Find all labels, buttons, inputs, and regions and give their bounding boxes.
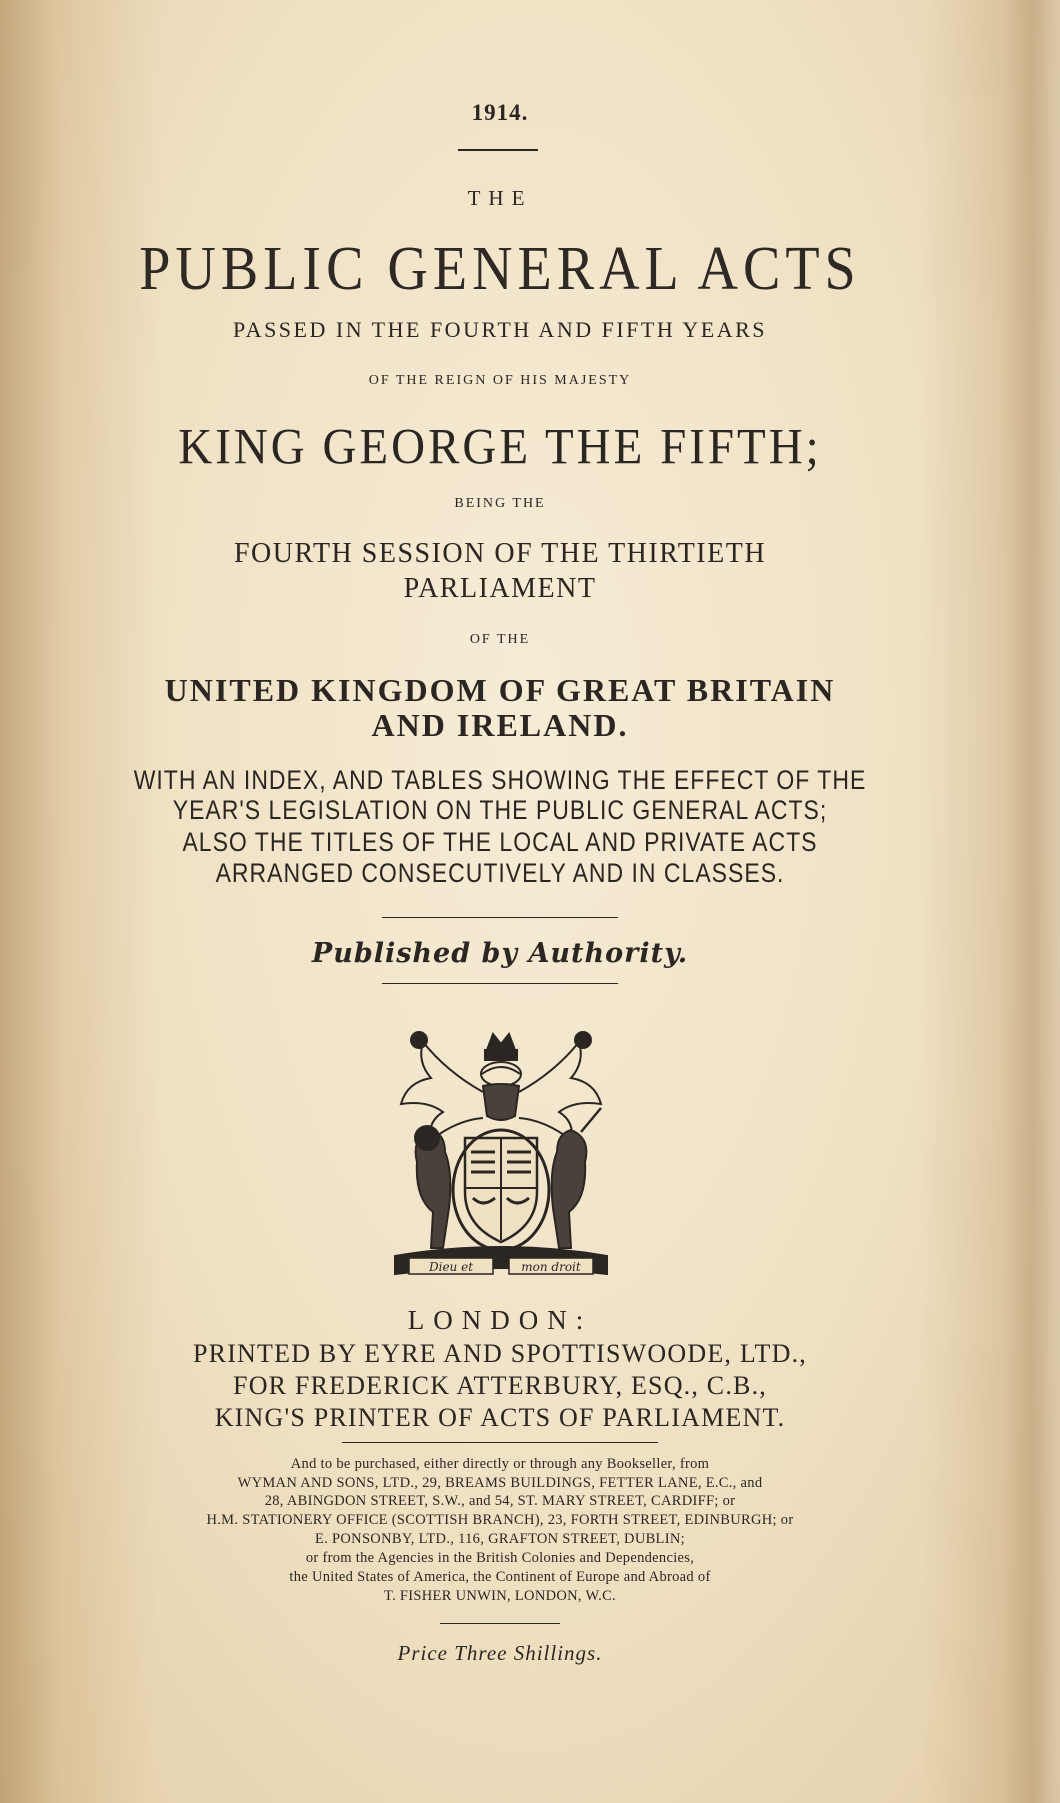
kingdom-line: AND IRELAND.	[371, 707, 629, 743]
divider	[382, 983, 618, 984]
passed-line: PASSED IN THE FOURTH AND FIFTH YEARS	[232, 317, 768, 342]
index-line: WITH AN INDEX, AND TABLES SHOWING THE EFFECT OF THE	[133, 764, 867, 795]
being-line: BEING THE	[454, 496, 546, 511]
page-title: PUBLIC GENERAL ACTS	[139, 234, 861, 304]
index-line: YEAR'S LEGISLATION ON THE PUBLIC GENERAL ACTS;	[172, 794, 828, 825]
index-line: ALSO THE TITLES OF THE LOCAL AND PRIVATE ACTS	[182, 826, 818, 857]
printer-line: KING'S PRINTER OF ACTS OF PARLIAMENT.	[214, 1403, 786, 1432]
motto-left: Dieu et	[428, 1260, 474, 1274]
divider	[342, 1442, 658, 1443]
published-by-authority: Published by Authority.	[311, 938, 689, 969]
reign-line: OF THE REIGN OF HIS MAJESTY	[368, 373, 632, 388]
purchase-line: the United States of America, the Continent of Europe and Abroad of	[289, 1569, 711, 1585]
printer-line: FOR FREDERICK ATTERBURY, ESQ., C.B.,	[233, 1371, 767, 1400]
kingdom-line: UNITED KINGDOM OF GREAT BRITAIN	[164, 672, 836, 708]
year: 1914.	[471, 100, 529, 125]
index-line: ARRANGED CONSECUTIVELY AND IN CLASSES.	[215, 857, 785, 888]
purchase-line: WYMAN AND SONS, LTD., 29, BREAMS BUILDINGS, FETTER LANE, E.C., and	[237, 1475, 763, 1491]
king-title: KING GEORGE THE FIFTH;	[178, 419, 822, 476]
session-line: PARLIAMENT	[403, 573, 597, 604]
purchase-line: E. PONSONBY, LTD., 116, GRAFTON STREET, DUBLIN;	[315, 1531, 685, 1547]
divider	[382, 917, 618, 918]
purchase-line: And to be purchased, either directly or through any Bookseller, from	[290, 1456, 710, 1472]
divider	[458, 149, 538, 151]
price: Price Three Shillings.	[397, 1641, 603, 1665]
the-heading: THE	[467, 186, 533, 210]
purchase-line: H.M. STATIONERY OFFICE (SCOTTISH BRANCH), 23, FORTH STREET, EDINBURGH; or	[206, 1512, 794, 1528]
purchase-line: T. FISHER UNWIN, LONDON, W.C.	[384, 1588, 616, 1604]
of-the-line: OF THE	[469, 632, 531, 647]
london-heading: LONDON:	[407, 1305, 593, 1335]
printer-line: PRINTED BY EYRE AND SPOTTISWOODE, LTD.,	[193, 1339, 807, 1368]
session-line: FOURTH SESSION OF THE THIRTIETH	[233, 538, 767, 569]
divider	[440, 1623, 560, 1624]
motto-right: mon droit	[521, 1260, 581, 1274]
page-edge	[1002, 0, 1060, 1803]
royal-coat-of-arms-icon	[387, 1012, 615, 1284]
purchase-line: or from the Agencies in the British Colonies and Dependencies,	[305, 1550, 695, 1566]
purchase-line: 28, ABINGDON STREET, S.W., and 54, ST. MARY STREET, CARDIFF; or	[264, 1493, 736, 1509]
